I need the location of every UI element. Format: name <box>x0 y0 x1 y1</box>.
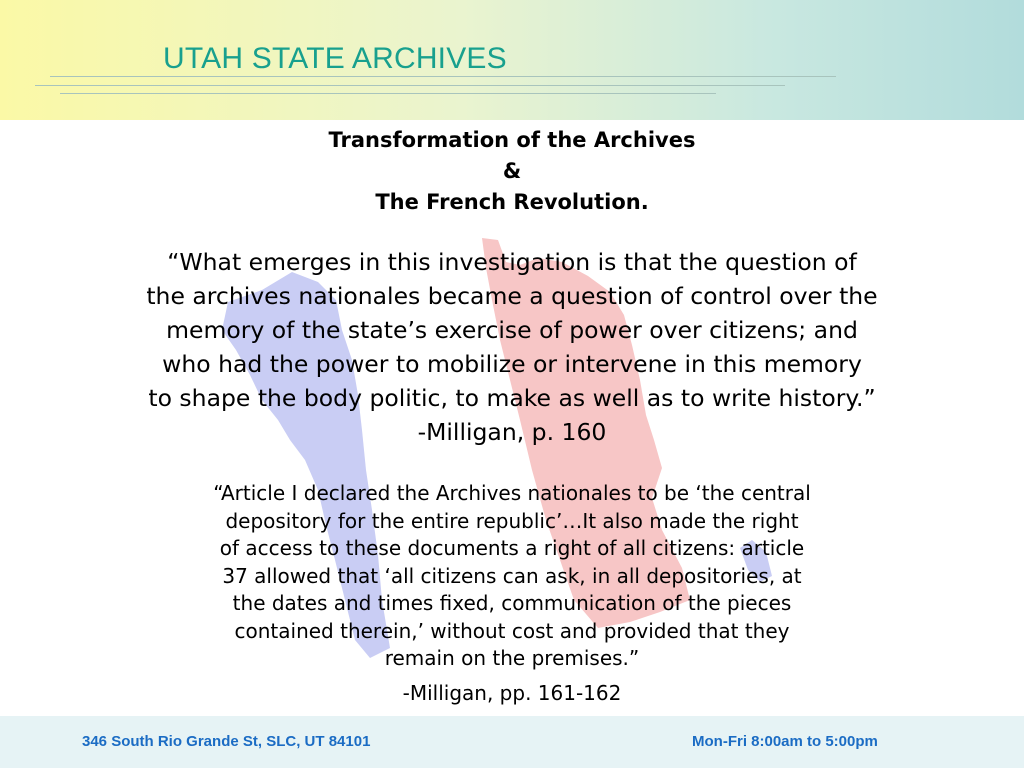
quote-line: who had the power to mobilize or intervene in this memory <box>162 350 862 378</box>
quote-line: the dates and times fixed, communication of the pieces <box>232 591 792 615</box>
quote-citation: -Milligan, pp. 161-162 <box>402 681 622 705</box>
title-line: The French Revolution. <box>375 190 649 214</box>
quote-line: contained therein,’ without cost and provided that they <box>234 618 790 643</box>
quote-line: depository for the entire republic’…It also made the right <box>225 508 799 533</box>
quote-line: memory of the state’s exercise of power over citizens; and <box>166 316 858 344</box>
quote-line: remain on the premises.” <box>384 646 640 670</box>
quote-block <box>90 480 934 673</box>
title-line: & <box>502 159 522 183</box>
footer-address: 346 South Rio Grande St, SLC, UT 84101 <box>82 733 371 750</box>
slide-title <box>0 125 1024 218</box>
quote-line: “Article I declared the Archives nationales to be ‘the central <box>213 481 811 505</box>
quote-line: to shape the body politic, to make as well as to write history.” <box>148 384 876 412</box>
quote-citation: -Milligan, p. 160 <box>417 418 607 446</box>
quote-line: the archives nationales became a question of control over the <box>146 282 878 310</box>
quote-line: “What emerges in this investigation is that the question of <box>167 248 857 276</box>
footer-hours: Mon-Fri 8:00am to 5:00pm <box>692 733 878 750</box>
quote-block <box>40 245 984 449</box>
title-line: Transformation of the Archives <box>328 128 696 152</box>
quote-line: 37 allowed that ‘all citizens can ask, in all depositories, at <box>222 563 802 588</box>
header-title: UTAH STATE ARCHIVES <box>163 42 507 75</box>
quote-line: of access to these documents a right of all citizens: article <box>219 536 805 560</box>
